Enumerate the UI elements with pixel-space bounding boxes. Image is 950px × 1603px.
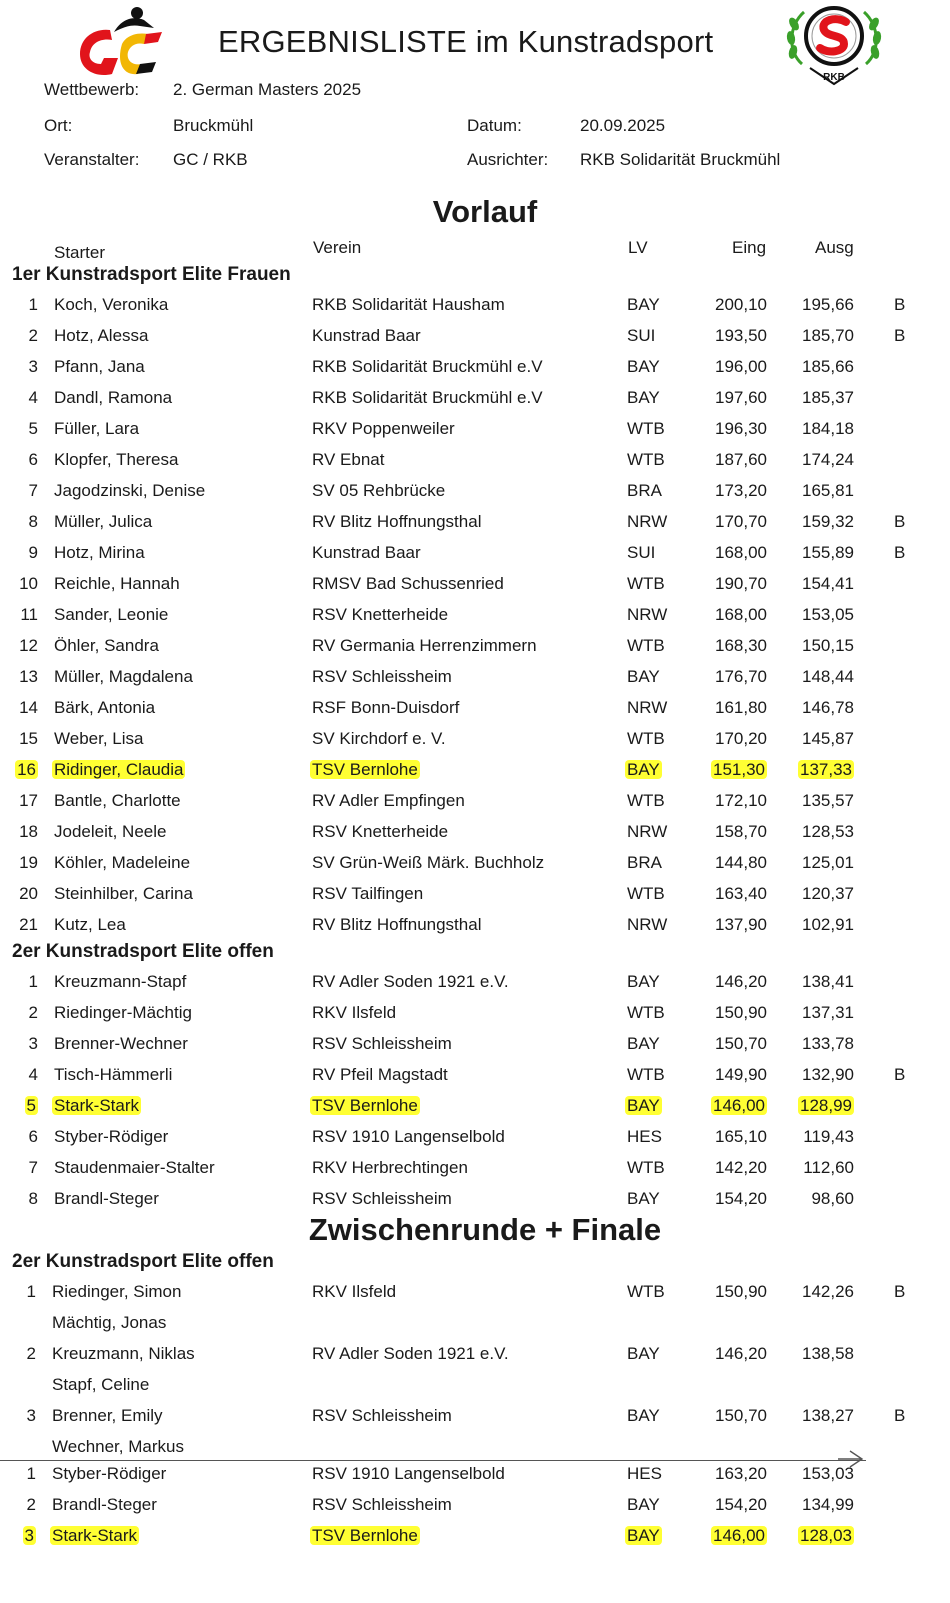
- starter-cell: Brandl-Steger: [52, 1495, 157, 1514]
- mark-cell: B: [894, 512, 906, 531]
- label-datum: Datum:: [467, 116, 522, 135]
- table-row: [0, 883, 950, 909]
- starter-cell: Riedinger, Simon: [52, 1282, 182, 1301]
- verein-cell: RKV Ilsfeld: [312, 1003, 397, 1022]
- rank-cell: 7: [28, 481, 38, 500]
- rank-cell: 14: [19, 698, 38, 717]
- rkb-logo-icon: [782, 2, 886, 88]
- starter-cell: Reichle, Hannah: [54, 574, 180, 593]
- verein-cell: RKB Solidarität Hausham: [312, 295, 505, 314]
- mark-cell: B: [894, 295, 906, 314]
- lv-cell: WTB: [627, 729, 665, 748]
- table-row: [0, 1343, 950, 1394]
- starter-cell: Klopfer, Theresa: [54, 450, 179, 469]
- verein-cell: RV Blitz Hoffnungsthal: [312, 915, 482, 934]
- rank-cell: [10, 759, 38, 781]
- starter-cell: Müller, Magdalena: [54, 667, 193, 686]
- table-row: [0, 356, 950, 382]
- rank-cell: 20: [19, 884, 38, 903]
- starter-cell: Brandl-Steger: [54, 1189, 159, 1208]
- ausg-cell: 119,43: [803, 1127, 854, 1146]
- table-row: [0, 573, 950, 599]
- starter-cell: Sander, Leonie: [54, 605, 169, 624]
- mark-cell: B: [894, 543, 906, 562]
- ausg-cell: 159,32: [802, 512, 854, 531]
- table-row: [0, 821, 950, 847]
- table-row: [0, 1188, 950, 1214]
- ausg-cell: 128,53: [802, 822, 854, 841]
- lv-cell: NRW: [627, 698, 668, 717]
- rank-cell: 5: [28, 419, 38, 438]
- mark-cell: B: [894, 1406, 906, 1425]
- starter-cell: Weber, Lisa: [54, 729, 144, 748]
- highlight-marker: 3: [24, 1526, 34, 1545]
- lv-cell: BRA: [627, 853, 662, 872]
- ausg-cell: 135,57: [802, 791, 854, 810]
- rank-cell: 11: [20, 605, 38, 624]
- mark-cell: B: [894, 1282, 906, 1301]
- rank-cell: [8, 1525, 36, 1547]
- rank-cell: 4: [28, 388, 38, 407]
- table-row: [0, 1126, 950, 1152]
- value-wettbewerb: 2. German Masters 2025: [173, 80, 362, 99]
- eing-cell: 196,30: [715, 419, 767, 438]
- lv-cell: BAY: [627, 1344, 660, 1363]
- table-row: [0, 1033, 950, 1059]
- mark-cell: B: [894, 326, 906, 345]
- eing-cell: 176,70: [715, 667, 767, 686]
- rank-cell: 10: [19, 574, 38, 593]
- table-row: [0, 387, 950, 413]
- eing-cell: 190,70: [715, 574, 767, 593]
- starter-cell: Jodeleit, Neele: [54, 822, 167, 841]
- eing-cell: 150,70: [715, 1406, 767, 1425]
- starter-cell: Riedinger-Mächtig: [54, 1003, 192, 1022]
- lv-cell: WTB: [627, 574, 665, 593]
- rank-cell: [10, 1095, 38, 1117]
- starter-cell: Öhler, Sandra: [54, 636, 159, 655]
- rank-cell: 3: [28, 1034, 38, 1053]
- eing-cell: [702, 1095, 767, 1117]
- highlight-marker: BAY: [627, 760, 660, 779]
- table-row: [0, 1002, 950, 1028]
- eing-cell: 149,90: [715, 1065, 767, 1084]
- starter-cell: Kreuzmann-Stapf: [54, 972, 187, 991]
- verein-cell: RKB Solidarität Bruckmühl e.V: [312, 388, 543, 407]
- rank-cell: 8: [28, 512, 38, 531]
- starter-cell: Hotz, Mirina: [54, 543, 145, 562]
- eing-cell: 137,90: [715, 915, 767, 934]
- verein-cell: [312, 1095, 420, 1117]
- ausg-cell: 145,87: [802, 729, 854, 748]
- eing-cell: 193,50: [715, 326, 767, 345]
- starter-cell: Hotz, Alessa: [54, 326, 149, 345]
- ausg-cell: 153,05: [802, 605, 854, 624]
- label-ort: Ort:: [44, 116, 73, 135]
- rank-cell: 6: [28, 450, 38, 469]
- lv-cell: BRA: [627, 481, 662, 500]
- ausg-cell: 134,99: [802, 1495, 854, 1514]
- verein-cell: Kunstrad Baar: [312, 543, 421, 562]
- separator-line: [0, 1460, 866, 1461]
- ausg-cell: [794, 1095, 854, 1117]
- rank-cell: 2: [26, 1344, 36, 1363]
- table-row: [0, 1095, 950, 1121]
- highlight-marker: Stark-Stark: [52, 1526, 138, 1545]
- eing-cell: 163,20: [715, 1464, 767, 1483]
- value-datum: 20.09.2025: [580, 116, 666, 135]
- lv-cell: BAY: [627, 295, 660, 314]
- rank-cell: 1: [26, 1282, 36, 1301]
- label-wettbewerb: Wettbewerb:: [44, 80, 140, 99]
- ausg-cell: 125,01: [802, 853, 854, 872]
- table-row: [0, 1525, 950, 1551]
- rank-cell: 18: [19, 822, 38, 841]
- table-row: [0, 604, 950, 630]
- lv-cell: BAY: [627, 357, 660, 376]
- eing-cell: 158,70: [715, 822, 767, 841]
- verein-cell: SV Grün-Weiß Märk. Buchholz: [312, 853, 545, 872]
- starter-cell: Jagodzinski, Denise: [54, 481, 206, 500]
- eing-cell: 173,20: [715, 481, 767, 500]
- ausg-cell: 98,60: [811, 1189, 854, 1208]
- rank-cell: 4: [28, 1065, 38, 1084]
- starter-cell: Steinhilber, Carina: [54, 884, 193, 903]
- starter-partner-cell: Wechner, Markus: [52, 1437, 184, 1456]
- rank-cell: 13: [19, 667, 38, 686]
- starter-cell: Bantle, Charlotte: [54, 791, 181, 810]
- ausg-cell: 102,91: [802, 915, 854, 934]
- starter-cell: Koch, Veronika: [54, 295, 169, 314]
- table-row: [0, 1064, 950, 1090]
- table-row: [0, 1494, 950, 1520]
- table-row: [0, 294, 950, 320]
- verein-cell: RSV Knetterheide: [312, 822, 449, 841]
- ausg-cell: 155,89: [802, 543, 854, 562]
- starter-cell: Brenner, Emily: [52, 1406, 163, 1425]
- rkb-logo-text: RKB: [823, 72, 845, 83]
- rank-cell: 3: [26, 1406, 36, 1425]
- eing-cell: 150,70: [715, 1034, 767, 1053]
- lv-cell: BAY: [627, 388, 660, 407]
- verein-cell: RSF Bonn-Duisdorf: [312, 698, 460, 717]
- starter-cell: Styber-Rödiger: [54, 1127, 169, 1146]
- rank-cell: 8: [28, 1189, 38, 1208]
- starter-partner-cell: Mächtig, Jonas: [52, 1313, 167, 1332]
- table-row: [0, 635, 950, 661]
- rank-cell: 12: [19, 636, 38, 655]
- highlight-marker: 146,00: [713, 1526, 765, 1545]
- rank-cell: 9: [28, 543, 38, 562]
- ausg-cell: [794, 1525, 854, 1547]
- lv-cell: [627, 759, 662, 781]
- rank-cell: 21: [19, 915, 38, 934]
- ausg-cell: 154,41: [802, 574, 854, 593]
- verein-cell: [312, 759, 420, 781]
- ausg-cell: 185,70: [802, 326, 854, 345]
- rank-cell: 1: [26, 1464, 36, 1483]
- rank-cell: 7: [28, 1158, 38, 1177]
- verein-cell: RSV Knetterheide: [312, 605, 449, 624]
- verein-cell: Kunstrad Baar: [312, 326, 421, 345]
- ausg-cell: 138,58: [802, 1344, 854, 1363]
- column-header-ausg: Ausg: [815, 238, 854, 257]
- starter-cell: Staudenmaier-Stalter: [54, 1158, 215, 1177]
- starter-cell: Müller, Julica: [54, 512, 153, 531]
- eing-cell: 200,10: [715, 295, 767, 314]
- starter-cell: Pfann, Jana: [54, 357, 145, 376]
- highlight-marker: TSV Bernlohe: [312, 1096, 418, 1115]
- ausg-cell: 148,44: [802, 667, 854, 686]
- column-header-eing: Eing: [732, 238, 767, 257]
- ausg-cell: 195,66: [802, 295, 854, 314]
- lv-cell: BAY: [627, 1495, 660, 1514]
- highlight-marker: Ridinger, Claudia: [54, 760, 184, 779]
- table-row: [0, 697, 950, 723]
- lv-cell: [627, 1525, 662, 1547]
- eing-cell: 168,00: [715, 543, 767, 562]
- lv-cell: WTB: [627, 419, 665, 438]
- starter-cell: Füller, Lara: [54, 419, 140, 438]
- verein-cell: RKV Poppenweiler: [312, 419, 455, 438]
- table-row: [0, 1463, 950, 1489]
- highlight-marker: 5: [26, 1096, 36, 1115]
- lv-cell: WTB: [627, 1065, 665, 1084]
- lv-cell: WTB: [627, 450, 665, 469]
- ausg-cell: 184,18: [802, 419, 854, 438]
- highlight-marker: Stark-Stark: [54, 1096, 140, 1115]
- eing-cell: [702, 759, 767, 781]
- table-row: [0, 852, 950, 878]
- category-title-offen-final: 2er Kunstradsport Elite offen: [12, 1251, 274, 1272]
- highlight-marker: 137,33: [800, 760, 852, 779]
- ausg-cell: 185,66: [802, 357, 854, 376]
- lv-cell: NRW: [627, 512, 668, 531]
- starter-cell: Styber-Rödiger: [52, 1464, 167, 1483]
- verein-cell: RKV Ilsfeld: [312, 1282, 397, 1301]
- table-row: [0, 666, 950, 692]
- eing-cell: 154,20: [715, 1189, 767, 1208]
- highlight-marker: BAY: [627, 1096, 660, 1115]
- label-veranstalter: Veranstalter:: [44, 150, 140, 169]
- eing-cell: 150,90: [715, 1003, 767, 1022]
- eing-cell: 146,20: [715, 1344, 767, 1363]
- lv-cell: BAY: [627, 1034, 660, 1053]
- rank-cell: 6: [28, 1127, 38, 1146]
- table-row: [0, 418, 950, 444]
- eing-cell: 150,90: [715, 1282, 767, 1301]
- verein-cell: RV Adler Soden 1921 e.V.: [312, 1344, 509, 1363]
- verein-cell: SV Kirchdorf e. V.: [312, 729, 446, 748]
- verein-cell: RSV Schleissheim: [312, 1189, 452, 1208]
- value-ort: Bruckmühl: [173, 116, 254, 135]
- verein-cell: RV Blitz Hoffnungsthal: [312, 512, 482, 531]
- ausg-cell: 165,81: [802, 481, 854, 500]
- eing-cell: 168,00: [715, 605, 767, 624]
- ausg-cell: 146,78: [802, 698, 854, 717]
- verein-cell: RKV Herbrechtingen: [312, 1158, 468, 1177]
- verein-cell: RSV Tailfingen: [312, 884, 424, 903]
- eing-cell: 142,20: [715, 1158, 767, 1177]
- category-title-frauen: 1er Kunstradsport Elite Frauen: [12, 264, 291, 285]
- eing-cell: 168,30: [715, 636, 767, 655]
- section-title-vorlauf: Vorlauf: [432, 194, 538, 229]
- table-row: [0, 480, 950, 506]
- eing-cell: 187,60: [715, 450, 767, 469]
- starter-cell: Dandl, Ramona: [54, 388, 173, 407]
- table-row: [0, 1157, 950, 1183]
- lv-cell: WTB: [627, 1282, 665, 1301]
- ausg-cell: 150,15: [802, 636, 854, 655]
- eing-cell: 196,00: [715, 357, 767, 376]
- lv-cell: SUI: [627, 543, 656, 562]
- ausg-cell: 138,27: [802, 1406, 854, 1425]
- lv-cell: BAY: [627, 972, 660, 991]
- table-row: [0, 325, 950, 351]
- ausg-cell: 142,26: [802, 1282, 854, 1301]
- rank-cell: 19: [19, 853, 38, 872]
- ausg-cell: 185,37: [802, 388, 854, 407]
- ausg-cell: 120,37: [802, 884, 854, 903]
- ausg-cell: 133,78: [802, 1034, 854, 1053]
- ausg-cell: 112,60: [803, 1158, 854, 1177]
- table-row: [0, 759, 950, 785]
- starter-cell: [54, 759, 185, 781]
- column-header-verein: Verein: [313, 238, 362, 257]
- lv-cell: SUI: [627, 326, 656, 345]
- table-row: [0, 1281, 950, 1332]
- table-row: [0, 542, 950, 568]
- table-row: [0, 728, 950, 754]
- starter-cell: [54, 1095, 141, 1117]
- starter-cell: Tisch-Hämmerli: [54, 1065, 173, 1084]
- eing-cell: 172,10: [715, 791, 767, 810]
- lv-cell: WTB: [627, 791, 665, 810]
- table-row: [0, 914, 950, 940]
- verein-cell: RV Adler Soden 1921 e.V.: [312, 972, 509, 991]
- highlight-marker: BAY: [627, 1526, 660, 1545]
- column-header-lv: LV: [628, 238, 648, 257]
- lv-cell: WTB: [627, 1158, 665, 1177]
- verein-cell: RSV Schleissheim: [312, 1034, 452, 1053]
- verein-cell: RSV 1910 Langenselbold: [312, 1127, 505, 1146]
- document-title: ERGEBNISLISTE im Kunstradsport: [218, 24, 714, 59]
- verein-cell: RKB Solidarität Bruckmühl e.V: [312, 357, 543, 376]
- lv-cell: WTB: [627, 636, 665, 655]
- highlight-marker: 146,00: [713, 1096, 765, 1115]
- label-ausrichter: Ausrichter:: [467, 150, 549, 169]
- eing-cell: 144,80: [715, 853, 767, 872]
- starter-cell: Köhler, Madeleine: [54, 853, 191, 872]
- table-row: [0, 449, 950, 475]
- verein-cell: [312, 1525, 420, 1547]
- lv-cell: WTB: [627, 884, 665, 903]
- verein-cell: SV 05 Rehbrücke: [312, 481, 446, 500]
- verein-cell: RV Ebnat: [312, 450, 385, 469]
- ausg-cell: 137,31: [802, 1003, 854, 1022]
- lv-cell: NRW: [627, 822, 668, 841]
- table-row: [0, 511, 950, 537]
- eing-cell: 170,70: [715, 512, 767, 531]
- starter-cell: Kreuzmann, Niklas: [52, 1344, 195, 1363]
- lv-cell: NRW: [627, 915, 668, 934]
- ausg-cell: 153,03: [802, 1464, 854, 1483]
- ausg-cell: 174,24: [802, 450, 854, 469]
- rank-cell: 2: [28, 1003, 38, 1022]
- table-row: [0, 790, 950, 816]
- lv-cell: BAY: [627, 1406, 660, 1425]
- value-veranstalter: GC / RKB: [173, 150, 248, 169]
- highlight-marker: 16: [17, 760, 36, 779]
- ausg-cell: [794, 759, 854, 781]
- lv-cell: HES: [627, 1464, 662, 1483]
- verein-cell: RSV Schleissheim: [312, 1495, 452, 1514]
- lv-cell: BAY: [627, 667, 660, 686]
- column-header-starter: Starter: [54, 243, 106, 262]
- highlight-marker: 128,03: [800, 1526, 852, 1545]
- eing-cell: 197,60: [715, 388, 767, 407]
- rank-cell: 1: [28, 295, 38, 314]
- highlight-marker: TSV Bernlohe: [312, 760, 418, 779]
- ausg-cell: 138,41: [802, 972, 854, 991]
- lv-cell: WTB: [627, 1003, 665, 1022]
- verein-cell: RV Germania Herrenzimmern: [312, 636, 537, 655]
- gc-logo-icon: [74, 4, 170, 80]
- rank-cell: 17: [19, 791, 38, 810]
- eing-cell: 163,40: [715, 884, 767, 903]
- table-row: [0, 971, 950, 997]
- verein-cell: RV Pfeil Magstadt: [312, 1065, 448, 1084]
- category-title-offen: 2er Kunstradsport Elite offen: [12, 941, 274, 962]
- ausg-cell: 132,90: [802, 1065, 854, 1084]
- verein-cell: RV Adler Empfingen: [312, 791, 465, 810]
- starter-cell: [52, 1525, 139, 1547]
- highlight-marker: 128,99: [800, 1096, 852, 1115]
- lv-cell: BAY: [627, 1189, 660, 1208]
- verein-cell: RSV 1910 Langenselbold: [312, 1464, 505, 1483]
- verein-cell: RSV Schleissheim: [312, 1406, 452, 1425]
- mark-cell: B: [894, 1065, 906, 1084]
- table-row: [0, 1405, 950, 1456]
- lv-cell: HES: [627, 1127, 662, 1146]
- highlight-marker: 151,30: [713, 760, 765, 779]
- starter-cell: Bärk, Antonia: [54, 698, 156, 717]
- value-ausrichter: RKB Solidarität Bruckmühl: [580, 150, 781, 169]
- eing-cell: 154,20: [715, 1495, 767, 1514]
- lv-cell: [627, 1095, 662, 1117]
- eing-cell: 170,20: [715, 729, 767, 748]
- eing-cell: 161,80: [715, 698, 767, 717]
- section-title-finale: Zwischenrunde + Finale: [308, 1212, 662, 1247]
- rank-cell: 1: [28, 972, 38, 991]
- lv-cell: NRW: [627, 605, 668, 624]
- highlight-marker: TSV Bernlohe: [312, 1526, 418, 1545]
- rank-cell: 2: [26, 1495, 36, 1514]
- verein-cell: RMSV Bad Schussenried: [312, 574, 504, 593]
- rank-cell: 3: [28, 357, 38, 376]
- starter-cell: Brenner-Wechner: [54, 1034, 188, 1053]
- eing-cell: 146,20: [715, 972, 767, 991]
- rank-cell: 15: [19, 729, 38, 748]
- eing-cell: 165,10: [715, 1127, 767, 1146]
- verein-cell: RSV Schleissheim: [312, 667, 452, 686]
- rank-cell: 2: [28, 326, 38, 345]
- starter-partner-cell: Stapf, Celine: [52, 1375, 150, 1394]
- starter-cell: Kutz, Lea: [54, 915, 126, 934]
- eing-cell: [702, 1525, 767, 1547]
